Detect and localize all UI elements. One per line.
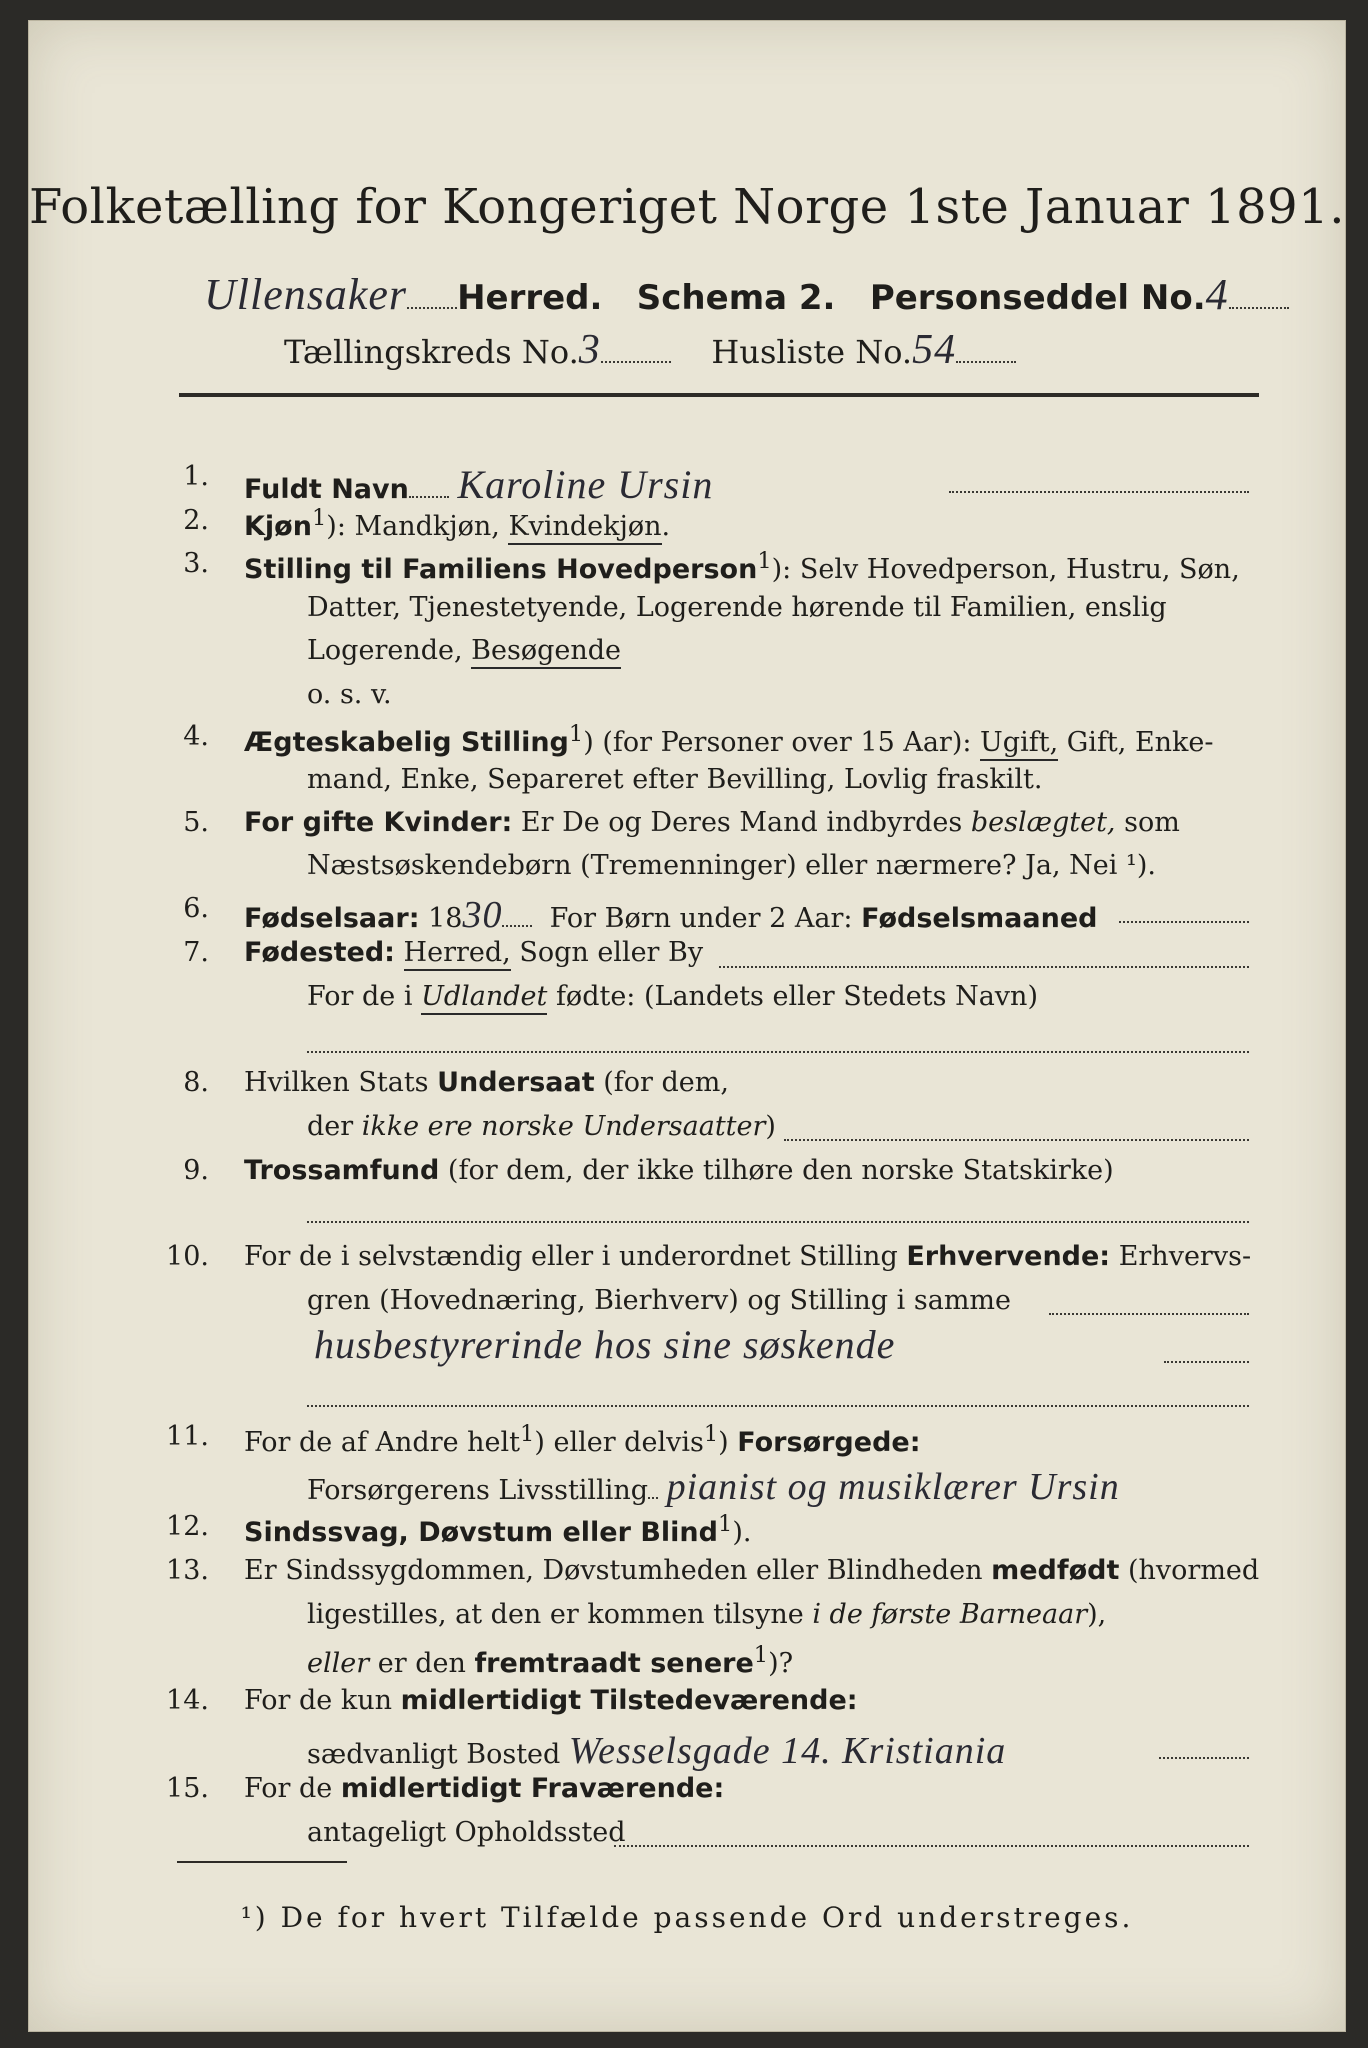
- q6-number: 6.: [183, 893, 209, 924]
- q1-label: Fuldt Navn: [244, 474, 409, 505]
- q8-line2: [307, 1111, 776, 1142]
- personseddel-label: Personseddel No.: [869, 278, 1206, 318]
- q7-line1: [244, 937, 703, 968]
- q3-label: Stilling til Familiens Hovedperson: [244, 554, 758, 585]
- q11-text1: For de af Andre helt: [244, 1427, 521, 1458]
- herred-label: Herred.: [457, 278, 603, 318]
- q5-italic: beslægtet,: [970, 807, 1116, 838]
- q7-line: [719, 966, 1249, 968]
- q13-italic: i de første Barneaar: [812, 1599, 1088, 1630]
- q1-number: 1.: [183, 461, 209, 492]
- q7-number: 7.: [183, 937, 209, 968]
- q7-text: Sogn eller By: [510, 937, 704, 968]
- q8-text2: der: [307, 1111, 362, 1142]
- q13-text1: Er Sindssygdommen, Døvstumheden eller Blindheden: [244, 1555, 992, 1586]
- q2-label: Kjøn: [244, 511, 312, 542]
- q11-sup1: 1: [520, 1421, 535, 1447]
- q3-text1: ): Selv Hovedperson, Hustru, Søn,: [771, 554, 1240, 585]
- q4-line1: [244, 721, 1214, 758]
- q3-line4: o. s. v.: [307, 679, 392, 710]
- personseddel-value: 4: [1205, 270, 1229, 319]
- q11-sup2: 1: [703, 1421, 719, 1447]
- q8-number: 8.: [183, 1067, 209, 1098]
- q1-answer: Karoline Ursin: [457, 462, 714, 507]
- q10-extra-line: [307, 1405, 1249, 1407]
- q11-line2: [307, 1465, 1120, 1509]
- q5-line1: [244, 807, 1180, 838]
- census-form: [28, 20, 1346, 2032]
- q13-text2: ligestilles, at den er kommen tilsyne: [307, 1599, 813, 1630]
- kreds-label: Tællingskreds No.: [284, 333, 579, 371]
- q15-number: 15.: [166, 1773, 209, 1804]
- q2-sup: 1: [311, 505, 327, 531]
- q2-row: [244, 505, 670, 542]
- q7-text2b: fødte: (Landets eller Stedets Navn): [547, 981, 1038, 1012]
- q12-label: Sindssvag, Døvstum eller Blind: [244, 1517, 718, 1548]
- q11-bold: Forsørgede:: [737, 1427, 921, 1458]
- q3-sup: 1: [757, 548, 772, 574]
- q9-number: 9.: [183, 1155, 209, 1186]
- q10-text1b: Erhvervs-: [1110, 1241, 1252, 1272]
- q4-text1b: Gift, Enke-: [1058, 727, 1214, 758]
- q4-label: Ægteskabelig Stilling: [244, 727, 569, 758]
- form-title: Folketælling for Kongeriget Norge 1ste Januar 1891.: [29, 179, 1345, 235]
- q13-bold: medfødt: [991, 1555, 1120, 1586]
- q8-bold: Undersaat: [437, 1067, 595, 1098]
- kreds-line: [284, 326, 1016, 374]
- q14-answer: Wesselsgade 14. Kristiania: [568, 1730, 1007, 1772]
- q6-label2: For Børn under 2 Aar:: [549, 903, 853, 934]
- q13-italic3: eller: [307, 1648, 370, 1679]
- q1-row: [244, 461, 713, 508]
- q6-label3: Fødselsmaaned: [861, 903, 1098, 934]
- q7-line2: [307, 981, 1038, 1012]
- schema-label: Schema 2.: [636, 278, 836, 318]
- q9-answer-line: [307, 1221, 1249, 1223]
- q8-italic: ikke ere norske Undersaatter: [361, 1111, 766, 1142]
- kreds-value: 3: [578, 327, 601, 373]
- q8-line: [784, 1139, 1249, 1141]
- q6-answer: 30: [462, 894, 503, 936]
- q6-row: [244, 893, 1097, 937]
- q5-number: 5.: [183, 807, 209, 838]
- q11-text2: Forsørgerens Livsstilling: [307, 1475, 649, 1506]
- q8-line1: [244, 1067, 729, 1098]
- q12-text: ).: [732, 1517, 752, 1548]
- q5-line2: Næstsøskendebørn (Tremenninger) eller nærmere? Ja, Nei ¹).: [307, 850, 1156, 881]
- q10-answer: husbestyrerinde hos sine søskende: [314, 1322, 896, 1367]
- herred-line: [204, 269, 1289, 320]
- q12-sup: 1: [717, 1511, 733, 1537]
- footnote: ¹) De for hvert Tilfælde passende Ord understreges.: [240, 1901, 1134, 1934]
- q7-answer-line: [307, 1051, 1249, 1053]
- q10-line: [1049, 1313, 1249, 1315]
- q14-line2: [307, 1729, 1006, 1773]
- q5-text1: Er De og Deres Mand indbyrdes: [512, 807, 971, 838]
- q7-label: Fødested:: [244, 937, 395, 968]
- q10-answer-line: [1164, 1361, 1249, 1363]
- q6-label: Fødselsaar:: [244, 903, 420, 934]
- header-divider: [179, 393, 1259, 397]
- q14-number: 14.: [166, 1685, 209, 1716]
- q10-bold: Erhvervende:: [906, 1241, 1111, 1272]
- q3-line1: [244, 548, 1240, 585]
- q9-text: (for dem, der ikke tilhøre den norske Statskirke): [439, 1155, 1114, 1186]
- q4-selected: Ugift,: [980, 727, 1058, 761]
- q6-prefix: 18: [419, 903, 463, 934]
- q4-text1: ) (for Personer over 15 Aar):: [583, 727, 981, 758]
- herred-value: Ullensaker: [204, 270, 408, 319]
- q3-line3: [307, 635, 621, 666]
- q8-text1: Hvilken Stats: [244, 1067, 438, 1098]
- q5-label: For gifte Kvinder:: [244, 807, 513, 838]
- q14-bold: midlertidigt Tilstedeværende:: [400, 1685, 858, 1716]
- q2-text: ): Mandkjøn,: [326, 511, 509, 542]
- q9-row: [244, 1155, 1114, 1186]
- q8-text1b: (for dem,: [594, 1067, 729, 1098]
- q10-number: 10.: [166, 1241, 209, 1272]
- q13-line3: [307, 1642, 793, 1679]
- q3-line2: Datter, Tjenestetyende, Logerende hørende til Familien, enslig: [307, 592, 1167, 623]
- q11-line1: [244, 1421, 921, 1458]
- q4-sup: 1: [568, 721, 584, 747]
- q15-line1: [244, 1773, 724, 1804]
- q14-line: [1159, 1757, 1249, 1759]
- q11-answer: pianist og musiklærer Ursin: [666, 1466, 1120, 1508]
- q3-selected: Besøgende: [471, 635, 621, 669]
- q14-text2: sædvanligt Bosted: [307, 1739, 561, 1770]
- q7-selected: Herred,: [404, 937, 511, 971]
- q13-text2b: ),: [1087, 1599, 1107, 1630]
- q6-line: [1119, 921, 1249, 923]
- q13-sup: 1: [753, 1642, 769, 1668]
- q13-number: 13.: [166, 1555, 209, 1586]
- q12-number: 12.: [166, 1511, 209, 1542]
- q5-text1b: som: [1115, 807, 1180, 838]
- q7-text2: For de i: [307, 981, 422, 1012]
- q15-line: [614, 1845, 1249, 1847]
- q13-line1: [244, 1555, 1259, 1586]
- q8-text2b: ): [765, 1111, 776, 1142]
- q2-end: .: [661, 511, 671, 542]
- q15-line2: antageligt Opholdssted: [307, 1817, 626, 1848]
- husliste-value: 54: [912, 327, 957, 373]
- q14-text1: For de kun: [244, 1685, 401, 1716]
- q10-text1: For de i selvstændig eller i underordnet Stilling: [244, 1241, 907, 1272]
- q2-number: 2.: [183, 505, 209, 536]
- q12-row: [244, 1511, 751, 1548]
- q2-selected: Kvindekjøn: [508, 511, 661, 545]
- q13-text1b: (hvormed: [1119, 1555, 1260, 1586]
- q11-text1b: ) eller delvis: [534, 1427, 704, 1458]
- q1-line: [949, 491, 1249, 493]
- q13-text3b: )?: [768, 1648, 794, 1679]
- q11-number: 11.: [166, 1421, 209, 1452]
- q10-line2: gren (Hovednæring, Bierhverv) og Stilling i samme: [307, 1285, 1012, 1316]
- q10-line1: [244, 1241, 1251, 1272]
- q3-text3: Logerende,: [307, 635, 472, 666]
- q3-number: 3.: [183, 548, 209, 579]
- q13-text3: er den: [369, 1648, 475, 1679]
- q13-bold3: fremtraadt senere: [474, 1648, 754, 1679]
- q14-line1: [244, 1685, 858, 1716]
- q4-line2: mand, Enke, Separeret efter Bevilling, Lovlig fraskilt.: [307, 764, 1043, 795]
- q15-text1: For de: [244, 1773, 341, 1804]
- q7-italic: Udlandet: [421, 981, 547, 1015]
- footnote-divider: [177, 1861, 347, 1863]
- q9-label: Trossamfund: [244, 1155, 440, 1186]
- q11-text1c: ): [718, 1427, 738, 1458]
- q15-bold: midlertidigt Fraværende:: [340, 1773, 725, 1804]
- q13-line2: [307, 1599, 1106, 1630]
- husliste-label: Husliste No.: [711, 333, 913, 371]
- q4-number: 4.: [183, 721, 209, 752]
